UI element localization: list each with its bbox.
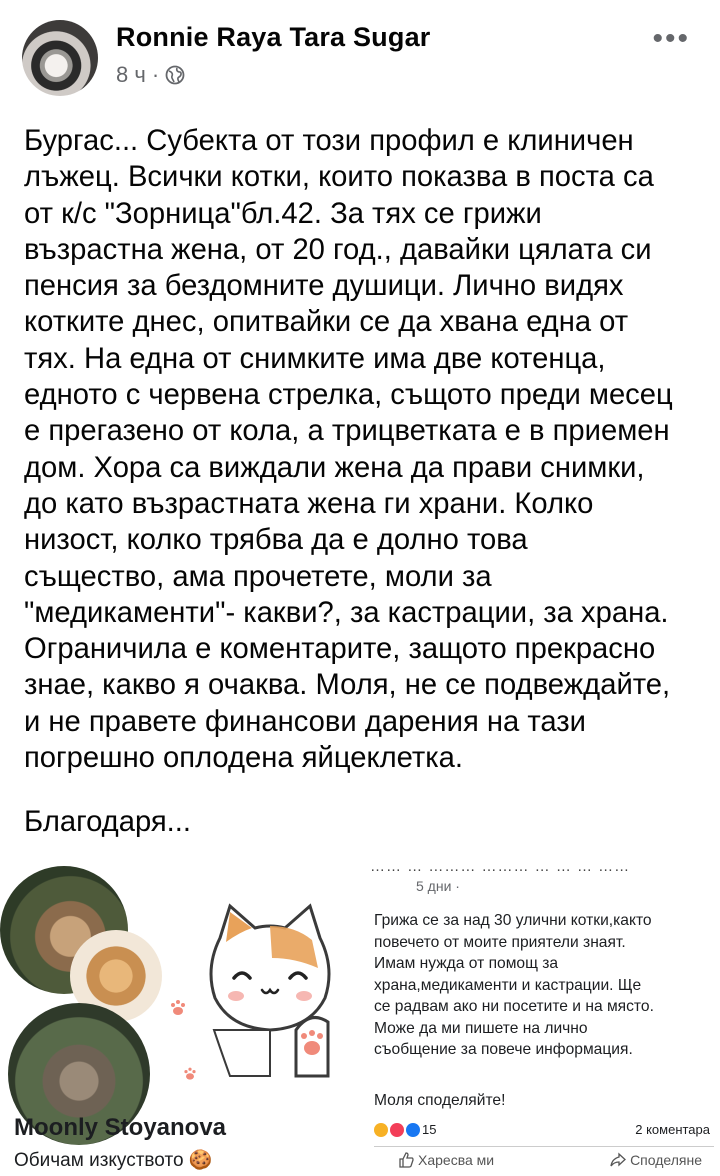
author-name[interactable]: Ronnie Raya Tara Sugar xyxy=(116,22,431,52)
author-avatar[interactable] xyxy=(22,20,98,96)
profile-name: Moonly Stoyanova xyxy=(14,1114,227,1141)
thumbs-up-icon xyxy=(398,1152,414,1168)
divider xyxy=(374,1146,714,1147)
quoted-post-screenshot xyxy=(362,858,720,1176)
post-image[interactable] xyxy=(0,858,720,1176)
love-reaction-icon xyxy=(390,1123,404,1137)
share-label: Споделяне xyxy=(630,1152,702,1168)
cartoon-cat-icon xyxy=(200,898,340,1078)
share-icon xyxy=(610,1152,626,1168)
quoted-post-time: 5 дни · xyxy=(416,878,460,894)
quoted-post-header: …… … ……… ……… … … … …… xyxy=(370,858,631,875)
paw-icon xyxy=(182,1066,198,1082)
post-header xyxy=(0,0,720,110)
post-time[interactable]: 8 ч · xyxy=(116,62,160,87)
post-meta xyxy=(116,62,185,88)
post-closing: Благодаря... xyxy=(24,806,191,838)
profile-bio: Обичам изкуството 🍪 xyxy=(14,1150,213,1171)
comments-count: 2 коментара xyxy=(635,1122,710,1137)
quoted-post-text: Грижа се за над 30 улични котки,както повечето от моите приятели знаят. Имам нужда от помощ за храна,медикаменти и кастрации. Ще се радвам ако ни посетите и на място. Може да ми пишете на лично съобщение за повече информация. xyxy=(374,912,654,1058)
quoted-post-share-request: Моля споделяйте! xyxy=(374,1092,506,1109)
like-reaction-icon xyxy=(406,1123,420,1137)
paw-icon xyxy=(168,998,188,1018)
globe-icon xyxy=(165,65,185,85)
more-options-icon[interactable]: ••• xyxy=(652,22,690,55)
reactions-count: 15 xyxy=(422,1122,437,1137)
like-label: Харесва ми xyxy=(418,1152,495,1168)
like-button xyxy=(398,1152,494,1168)
post-body: Бургас... Субекта от този профил е клиничен лъжец. Всички котки, които показва в поста са от к/с "Зорница"бл.42. За тях се грижи възрастна жена, от 20 год., давайки цялата си пенсия за бездомните душици. Лично видях котките днес, опитвайки се да хвана една от тях. На една от снимките има две котенца, едното с червена стрелка, същото преди месец е прегазено от кола, а трицветката е в приемен дом. Хора са виждали жена да прави снимки, до като възрастната жена ги храни. Колко низост, колко трябва да е долно това същество, ама прочетете, моли за "медикаменти"- какви?, за кастрации, за храна. Ограничила е коментарите, защото прекрасно знае, какво я очаква. Моля, не се подвеждайте, и не правете финансови дарения на тази погрешно оплодена яйцеклетка. xyxy=(24,125,673,775)
share-button xyxy=(610,1152,702,1168)
haha-reaction-icon xyxy=(374,1123,388,1137)
profile-screenshot xyxy=(0,858,358,1176)
quoted-post-stats xyxy=(374,1122,710,1142)
